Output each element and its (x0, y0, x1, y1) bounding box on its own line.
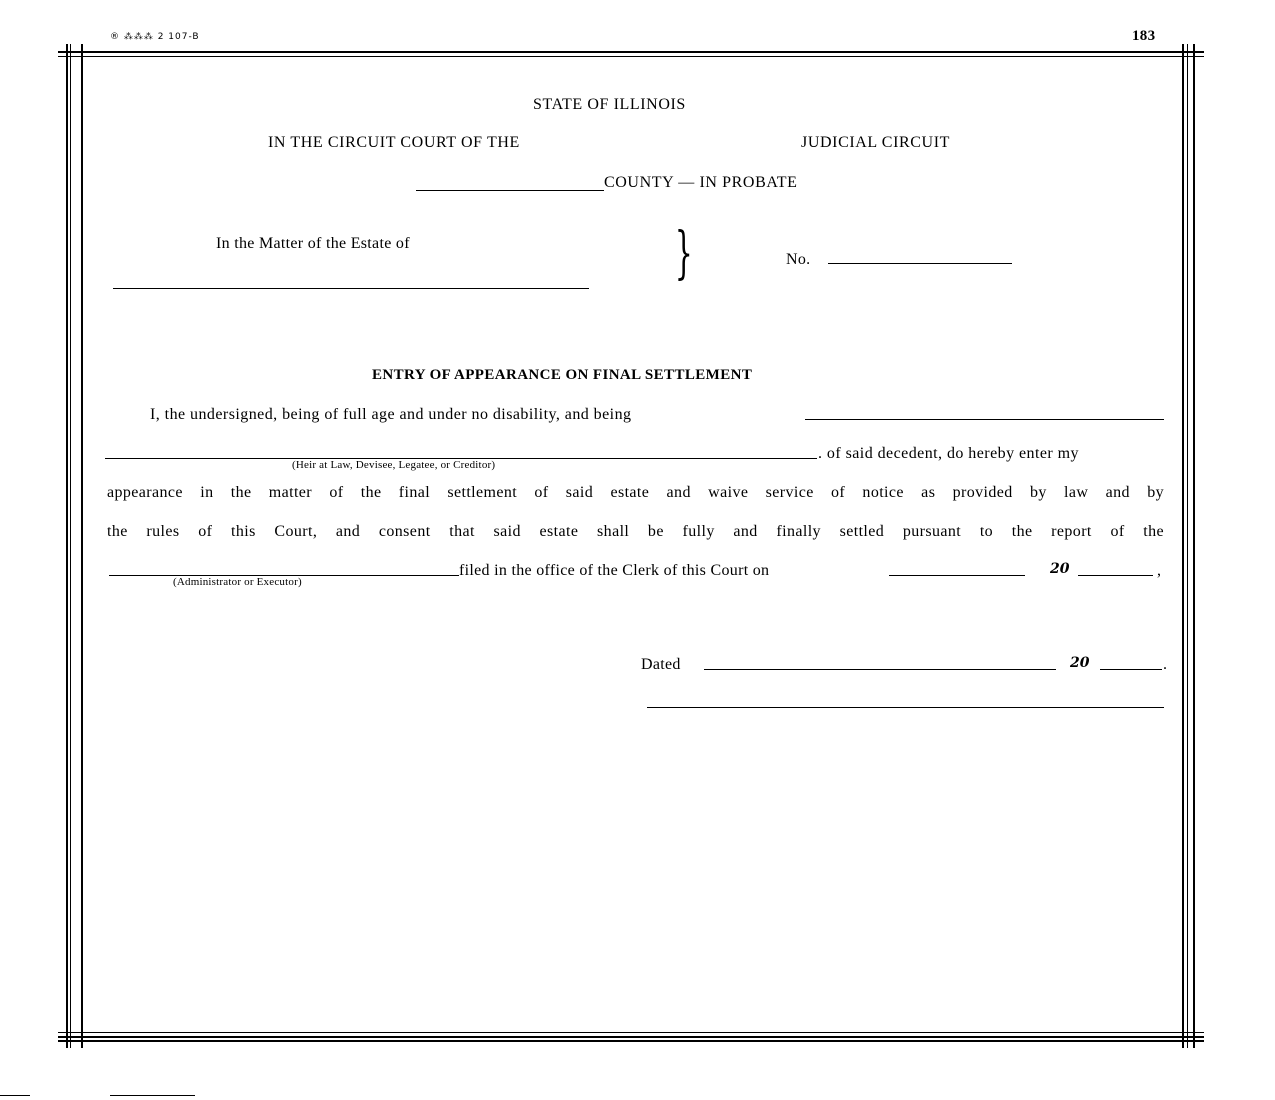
signature-blank[interactable] (647, 707, 1164, 708)
border-bottom-a (58, 1032, 1204, 1033)
state-heading: STATE OF ILLINOIS (533, 96, 686, 113)
body-line-2-suffix: . of said decedent, do hereby enter my (818, 445, 1080, 462)
border-top-inner (58, 56, 1204, 57)
fiduciary-caption: (Administrator or Executor) (173, 576, 302, 588)
page-number: 183 (1132, 28, 1156, 44)
border-right-outer (1193, 44, 1195, 1048)
dated-end: . (1163, 656, 1168, 673)
dated-blank[interactable] (704, 669, 1056, 670)
border-left-inner (81, 44, 83, 1048)
case-bracket-icon: } (674, 221, 693, 286)
scan-artifact-line-2 (110, 1095, 195, 1096)
estate-name-blank[interactable] (113, 288, 589, 289)
scan-artifact-line (0, 1095, 30, 1096)
case-number-label: No. (786, 251, 811, 268)
border-bottom-c (58, 1040, 1204, 1042)
dated-year-prefix: 20 (1070, 655, 1090, 671)
body-line-1: I, the undersigned, being of full age and under no disability, and being (150, 406, 632, 423)
body-line-5: filed in the office of the Clerk of this Court on (459, 562, 770, 579)
body-line-4: the rules of this Court, and consent that said estate shall be fully and finally settled pursuant to the report of the (107, 523, 1164, 540)
court-prefix: IN THE CIRCUIT COURT OF THE (268, 134, 520, 151)
border-top-outer (58, 51, 1204, 53)
county-blank[interactable] (416, 190, 604, 191)
dated-label: Dated (641, 656, 681, 673)
filing-line-end: , (1157, 562, 1162, 579)
filing-date-blank[interactable] (889, 575, 1025, 576)
body-line-3: appearance in the matter of the final settlement of said estate and waive service of notice as provided by law and by (107, 484, 1164, 501)
border-left-outer (66, 44, 68, 1048)
border-right-inner (1182, 44, 1184, 1048)
dated-year-blank[interactable] (1100, 669, 1162, 670)
county-label: COUNTY — IN PROBATE (604, 174, 798, 191)
form-title: ENTRY OF APPEARANCE ON FINAL SETTLEMENT (372, 367, 753, 383)
border-left-inner-a (70, 44, 71, 1048)
capacity-blank-1[interactable] (805, 419, 1164, 420)
filing-year-prefix: 20 (1050, 561, 1070, 577)
form-code: ® ⁂⁂⁂ 2 107-B (110, 32, 200, 42)
court-suffix: JUDICIAL CIRCUIT (801, 134, 950, 151)
filing-year-blank[interactable] (1078, 575, 1153, 576)
case-number-blank[interactable] (828, 263, 1012, 264)
border-right-mid (1187, 44, 1188, 1048)
border-bottom-b (58, 1036, 1204, 1038)
capacity-caption: (Heir at Law, Devisee, Legatee, or Creditor) (292, 459, 496, 471)
matter-label: In the Matter of the Estate of (216, 235, 410, 252)
